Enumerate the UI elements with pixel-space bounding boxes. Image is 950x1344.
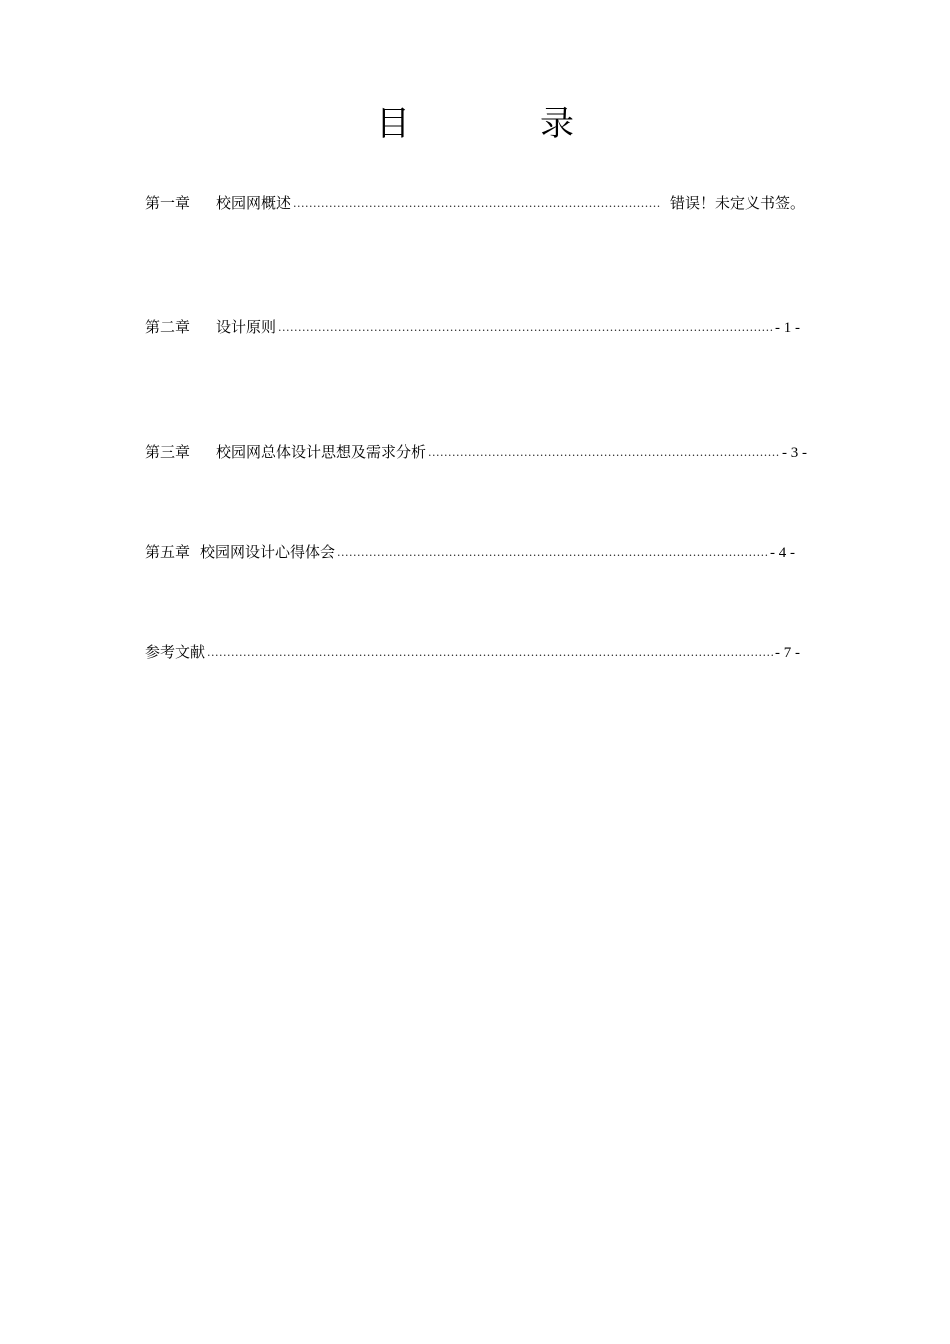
toc-chapter-label: 第三章 [145, 443, 191, 461]
toc-page-number: - 1 - [775, 320, 800, 336]
toc-leader-dots [337, 541, 768, 565]
page-title: 目 录 [376, 104, 622, 144]
toc-entry-chapter-2[interactable] [145, 315, 800, 339]
toc-entry-references[interactable] [145, 640, 800, 664]
toc-entry-title: 设计原则 [216, 318, 277, 336]
toc-entry-title: 参考文献 [145, 643, 206, 661]
toc-leader-dots [207, 641, 773, 665]
toc-entry-chapter-5[interactable] [145, 540, 795, 564]
toc-chapter-label: 第一章 [145, 194, 191, 212]
toc-entry-title: 校园网设计心得体会 [200, 543, 336, 561]
toc-page-number: - 3 - [782, 445, 807, 461]
toc-entry-chapter-1[interactable] [145, 191, 805, 215]
toc-entry-chapter-3[interactable] [145, 440, 807, 464]
toc-entry-title: 校园网概述 [216, 194, 292, 212]
toc-leader-dots [428, 441, 780, 465]
toc-chapter-label: 第五章 [145, 543, 191, 561]
toc-page-number: - 7 - [775, 645, 800, 661]
toc-leader-dots [278, 316, 773, 340]
toc-entry-title: 校园网总体设计思想及需求分析 [216, 443, 427, 461]
toc-chapter-label: 第二章 [145, 318, 191, 336]
toc-leader-dots [293, 192, 660, 216]
toc-page-number: - 4 - [770, 545, 795, 561]
toc-page-number: 错误！未定义书签。 [669, 196, 805, 212]
